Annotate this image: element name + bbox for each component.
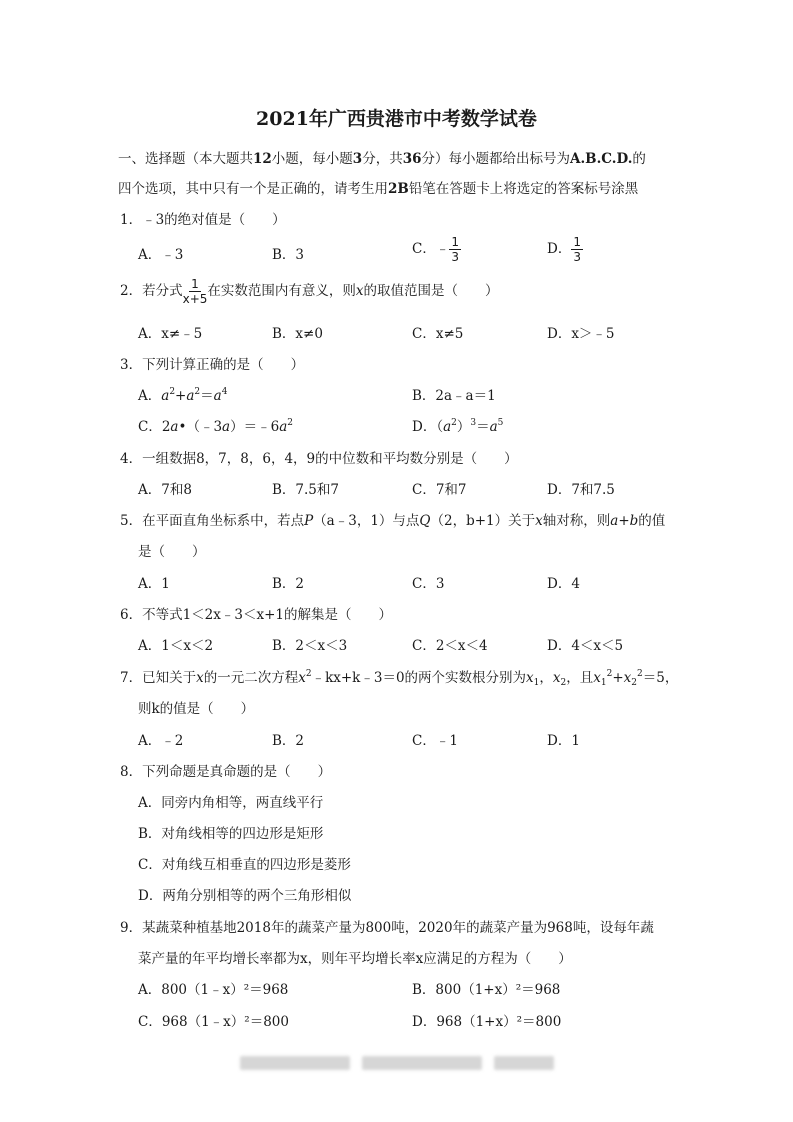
points-per-question: 3 <box>352 151 363 167</box>
question-2-option-a: A．x≠﹣5 <box>138 326 203 342</box>
question-7-stem-line-2: 则k的值是（ ） <box>138 701 255 717</box>
question-7-stem-line-1: 7．已知关于x的一元二次方程$x^2﹣kx+k﹣3=0$的两个实数根分别为$x_1$，$x_2$，且$x_1^2+x_2^2=5$， <box>120 669 679 688</box>
question-2-option-b: B．x≠0 <box>272 326 323 342</box>
question-6-option-c: C．2＜x＜4 <box>412 638 488 654</box>
question-9-stem-line-2: 菜产量的年平均增长率都为x，则年平均增长率x应满足的方程为（ ） <box>138 951 572 967</box>
question-8-option-c: C．对角线互相垂直的四边形是菱形 <box>138 857 351 873</box>
point-q: Q <box>419 513 431 529</box>
question-5-stem-line-2: 是（ ） <box>138 544 206 560</box>
question-7-option-c: C．﹣1 <box>412 733 458 749</box>
page-title: 2021年广西贵港市中考数学试卷 <box>256 108 537 130</box>
stem-text: ，且 <box>566 670 594 686</box>
variable: x <box>535 513 543 529</box>
blurred-footer-watermark <box>494 1056 554 1070</box>
question-4-stem: 4．一组数据8，7，8，6，4，9的中位数和平均数分别是（ ） <box>120 451 518 467</box>
question-7-option-b: B．2 <box>272 733 305 749</box>
question-5-option-c: C．3 <box>412 576 445 592</box>
question-1-option-b: B．3 <box>272 247 305 263</box>
question-8-option-b: B．对角线相等的四边形是矩形 <box>138 826 324 842</box>
question-4-option-b: B．7.5和7 <box>272 482 339 498</box>
question-2-option-d: D．x＞﹣5 <box>547 326 615 342</box>
section-text: 小题，每小题 <box>271 151 353 167</box>
stem-text: ﹣kx+k﹣3＝0的两个实数根分别为 <box>311 670 527 686</box>
question-9-option-a: A．800（1﹣x）²＝968 <box>138 982 289 998</box>
stem-text: 在实数范围内有意义，则 <box>207 283 356 299</box>
question-6-stem: 6．不等式1＜2x﹣3＜x+1的解集是（ ） <box>120 607 392 623</box>
stem-text: （a﹣3，1）与点 <box>313 513 420 529</box>
stem-text: 5．在平面直角坐标系中，若点 <box>120 513 305 529</box>
variable: x <box>355 283 364 299</box>
pencil-type: 2B <box>388 181 409 197</box>
question-6-option-b: B．2＜x＜3 <box>272 638 348 654</box>
question-5-option-d: D．4 <box>547 576 580 592</box>
section-text: 铅笔在答题卡上将选定的答案标号涂黑 <box>408 181 639 197</box>
section-text: 分）每小题都给出标号为 <box>421 151 570 167</box>
stem-text: 7．已知关于 <box>120 670 197 686</box>
expression: a+b <box>610 513 639 529</box>
question-5-option-a: A．1 <box>138 576 170 592</box>
blurred-footer-watermark <box>240 1056 350 1070</box>
question-9-option-c: C．968（1﹣x）²＝800 <box>138 1014 289 1030</box>
stem-text: 轴对称，则 <box>542 513 611 529</box>
question-2-stem <box>120 278 499 305</box>
fraction-numerator: 1 <box>451 235 459 249</box>
question-7-option-d: D．1 <box>547 733 580 749</box>
stem-text: （2，b+1）关于 <box>430 513 536 529</box>
stem-text: ＝5， <box>642 670 679 686</box>
section-header-line-1 <box>118 147 646 167</box>
total-points: 36 <box>402 151 422 167</box>
question-2-option-c: C．x≠5 <box>412 326 464 342</box>
question-5-stem-line-1 <box>120 509 665 529</box>
blurred-footer-watermark <box>362 1056 482 1070</box>
question-8-stem: 8．下列命题是真命题的是（ ） <box>120 764 332 780</box>
question-5-option-b: B．2 <box>272 576 305 592</box>
section-text: 四个选项，其中只有一个是正确的，请考生用 <box>118 181 388 197</box>
question-3-option-d: D．$(a^2)^3=a^5$ <box>412 418 504 435</box>
question-4-option-a: A．7和8 <box>138 482 192 498</box>
question-3-option-a: A．$a^2+a^2=a^4$ <box>138 387 228 404</box>
fraction <box>571 236 583 263</box>
question-4-option-d: D．7和7.5 <box>547 482 615 498</box>
option-labels: A.B.C.D. <box>570 151 633 167</box>
option-label: C．﹣ <box>412 241 450 257</box>
section-text: 的 <box>632 151 646 167</box>
question-count: 12 <box>253 151 272 167</box>
stem-text: 的一元二次方程 <box>203 670 299 686</box>
fraction <box>183 278 208 305</box>
section-text: 分，共 <box>362 151 403 167</box>
question-1-option-a: A．﹣3 <box>138 247 184 263</box>
stem-text: 2．若分式 <box>120 283 183 299</box>
stem-text: 的值 <box>638 513 666 529</box>
question-1-stem: 1．﹣3的绝对值是（ ） <box>120 212 286 228</box>
question-6-option-d: D．4＜x＜5 <box>547 638 624 654</box>
fraction-denominator: 3 <box>451 250 459 264</box>
question-1-option-c <box>412 236 461 263</box>
fraction-denominator: 3 <box>573 250 581 264</box>
question-7-option-a: A．﹣2 <box>138 733 184 749</box>
stem-text: 的取值范围是（ ） <box>363 283 499 299</box>
question-8-option-a: A．同旁内角相等，两直线平行 <box>138 795 324 811</box>
question-8-option-d: D．两角分别相等的两个三角形相似 <box>138 888 352 904</box>
fraction-denominator: x+5 <box>182 292 208 306</box>
section-header-line-2 <box>118 177 638 197</box>
question-9-stem-line-1: 9．某蔬菜种植基地2018年的蔬菜产量为800吨，2020年的蔬菜产量为968吨，设每年蔬 <box>120 920 654 936</box>
question-1-option-d <box>547 236 583 263</box>
question-3-option-c: C．$2a•(﹣3a)=﹣6a^2$ <box>138 418 293 435</box>
question-3-stem: 3．下列计算正确的是（ ） <box>120 357 305 373</box>
question-6-option-a: A．1＜x＜2 <box>138 638 214 654</box>
fraction <box>449 236 461 263</box>
fraction-numerator: 1 <box>191 277 199 291</box>
question-9-option-d: D．968（1+x）²＝800 <box>412 1014 562 1030</box>
section-text: 一、选择题（本大题共 <box>118 151 253 167</box>
fraction-numerator: 1 <box>573 235 581 249</box>
option-label: D． <box>547 241 572 257</box>
question-3-option-b: B．2a﹣a＝1 <box>412 388 496 404</box>
point-p: P <box>304 513 314 529</box>
question-9-option-b: B．800（1+x）²＝968 <box>412 982 561 998</box>
question-4-option-c: C．7和7 <box>412 482 467 498</box>
